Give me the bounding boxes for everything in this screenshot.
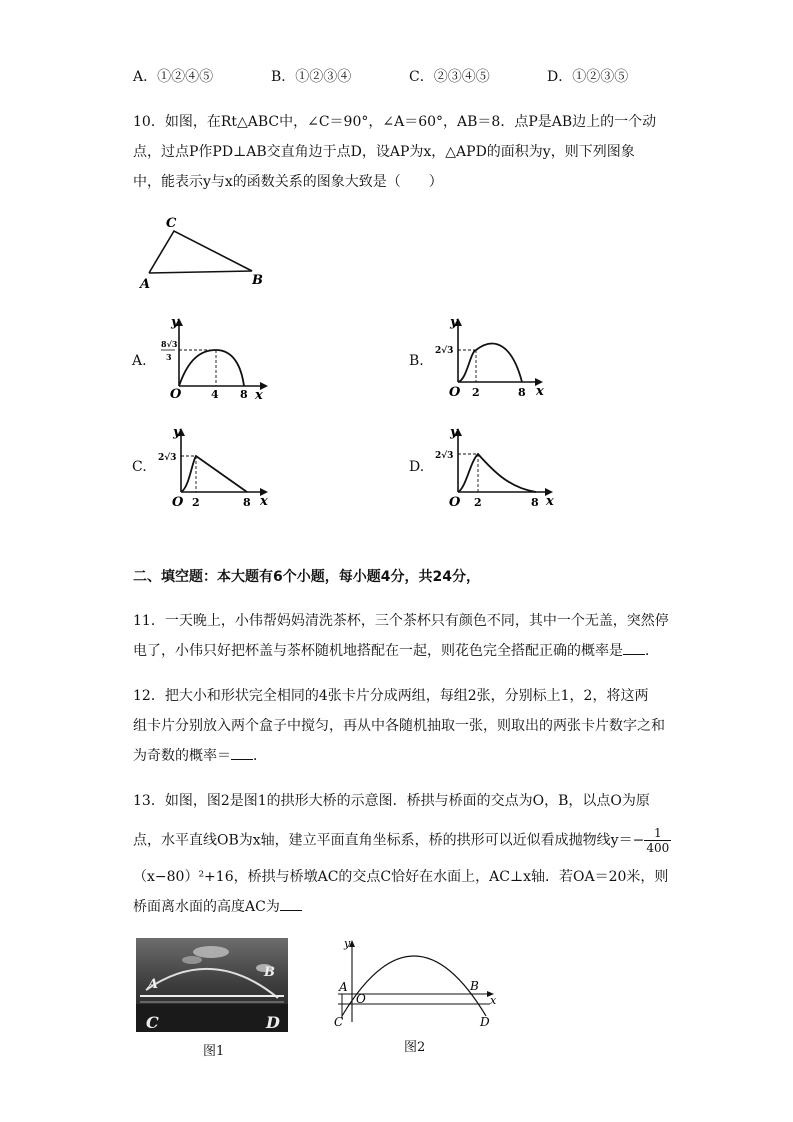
fig1-label-d: D bbox=[266, 1013, 280, 1032]
q12-line-3-text: 为奇数的概率＝ bbox=[133, 748, 231, 764]
graph-b-origin: O bbox=[449, 385, 461, 400]
q13-line-4 bbox=[133, 896, 302, 918]
q13-line-1: 13．如图，图2是图1的拱形大桥的示意图．桥拱与桥面的交点为O，B，以点O为原 bbox=[133, 793, 650, 809]
graph-a-peak-den: 3 bbox=[166, 352, 172, 362]
q12-line-2: 组卡片分别放入两个盒子中搅匀，再从中各随机抽取一张，则取出的两张卡片数字之和 bbox=[133, 718, 665, 734]
q10-graph-c bbox=[155, 422, 275, 510]
graph-b-tick-1: 2 bbox=[472, 386, 480, 399]
q10-graph-d bbox=[432, 422, 562, 510]
q10-option-b-letter: B. bbox=[409, 353, 424, 369]
section-2-heading: 二、填空题：本大题有6个小题，每小题4分，共24分， bbox=[133, 569, 480, 585]
graph-d-origin: O bbox=[449, 495, 461, 510]
q9-option-b: B．①②③④ bbox=[271, 69, 352, 85]
figure-2-caption: 图2 bbox=[404, 1040, 426, 1055]
q13-fraction bbox=[644, 826, 671, 855]
fig1-label-a: A bbox=[148, 977, 159, 992]
graph-a-x-label: x bbox=[255, 388, 263, 403]
fig2-label-y: y bbox=[344, 937, 351, 950]
graph-c-origin: O bbox=[172, 495, 184, 510]
graph-b-peak: 2√3 bbox=[435, 346, 454, 356]
q11-line-2 bbox=[133, 640, 659, 662]
triangle-label-a: A bbox=[140, 277, 151, 292]
q9-option-d: D．①②③⑤ bbox=[547, 69, 629, 85]
q13-frac-den: 400 bbox=[646, 841, 670, 855]
q12-line-3-end: ． bbox=[253, 748, 267, 764]
q12-answer-blank[interactable] bbox=[231, 745, 253, 760]
q10-graph-b bbox=[432, 312, 552, 404]
fig1-label-b: B bbox=[264, 965, 275, 980]
graph-c-tick-1: 2 bbox=[192, 496, 200, 509]
q11-line-2-text: 电了，小伟只好把杯盖与茶杯随机地搭配在一起，则花色完全搭配正确的概率是 bbox=[133, 643, 623, 659]
q11-line-2-end: ． bbox=[645, 643, 659, 659]
graph-a-y-label: y bbox=[171, 315, 179, 330]
q13-frac-num: 1 bbox=[644, 826, 671, 841]
graph-a-tick-2: 8 bbox=[240, 388, 248, 401]
q12-line-1: 12．把大小和形状完全相同的4张卡片分成两组，每组2张，分别标上1，2，将这两 bbox=[133, 688, 649, 704]
graph-c-y-label: y bbox=[173, 425, 181, 440]
q9-option-c: C．②③④⑤ bbox=[409, 69, 490, 85]
figure-1-bridge-photo bbox=[136, 938, 288, 1032]
fig2-label-o: O bbox=[356, 992, 366, 1006]
figure-2-parabola-sketch bbox=[330, 932, 502, 1028]
fig2-label-b: B bbox=[470, 979, 479, 993]
graph-b-tick-2: 8 bbox=[518, 386, 526, 399]
graph-b-y-label: y bbox=[450, 315, 458, 330]
q10-line-2: 点，过点P作PD⊥AB交直角边于点D，设AP为x，△APD的面积为y，则下列图象 bbox=[133, 144, 635, 160]
graph-a-origin: O bbox=[170, 387, 182, 402]
graph-d-peak: 2√3 bbox=[435, 451, 454, 461]
q13-line-4-text: 桥面离水面的高度AC为 bbox=[133, 899, 280, 915]
q13-line-2-text: 点，水平直线OB为x轴，建立平面直角坐标系，桥的拱形可以近似看成抛物线y＝− bbox=[133, 832, 645, 849]
triangle-label-c: C bbox=[166, 216, 177, 231]
graph-a-tick-1: 4 bbox=[211, 388, 219, 401]
q10-option-a-letter: A. bbox=[132, 353, 147, 369]
q11-line-1: 11．一天晚上，小伟帮妈妈清洗茶杯，三个茶杯只有颜色不同，其中一个无盖，突然停 bbox=[133, 613, 669, 629]
q11-answer-blank[interactable] bbox=[623, 640, 645, 655]
fig2-label-d: D bbox=[480, 1015, 490, 1028]
q13-answer-blank[interactable] bbox=[280, 896, 302, 911]
triangle-label-b: B bbox=[252, 273, 263, 288]
graph-c-tick-2: 8 bbox=[243, 496, 251, 509]
q10-graph-a bbox=[158, 312, 273, 404]
q10-line-1: 10．如图，在Rt△ABC中，∠C＝90°，∠A＝60°，AB＝8．点P是AB边上的一个动 bbox=[133, 114, 657, 130]
graph-a-peak-num: 8√3 bbox=[161, 339, 178, 349]
q10-option-d-letter: D. bbox=[409, 459, 425, 475]
q12-line-3 bbox=[133, 745, 267, 767]
graph-b-x-label: x bbox=[536, 384, 544, 399]
fig2-label-x: x bbox=[490, 994, 497, 1007]
triangle-abc-figure bbox=[130, 210, 280, 295]
q13-line-3: （x−80）²+16，桥拱与桥墩AC的交点C恰好在水面上，AC⊥x轴．若OA＝20米，则 bbox=[133, 869, 669, 885]
q10-line-3: 中，能表示y与x的函数关系的图象大致是（ ） bbox=[133, 174, 443, 190]
q13-line-2 bbox=[133, 826, 671, 855]
graph-d-tick-1: 2 bbox=[474, 496, 482, 509]
graph-d-tick-2: 8 bbox=[531, 496, 539, 509]
figure-1-caption: 图1 bbox=[203, 1044, 225, 1059]
graph-d-y-label: y bbox=[450, 425, 458, 440]
graph-c-peak: 2√3 bbox=[158, 453, 177, 463]
fig2-label-c: C bbox=[334, 1015, 344, 1028]
q10-option-c-letter: C. bbox=[132, 459, 147, 475]
fig2-label-a: A bbox=[339, 980, 348, 994]
graph-c-x-label: x bbox=[260, 494, 268, 509]
graph-d-x-label: x bbox=[546, 494, 554, 509]
fig1-label-c: C bbox=[146, 1013, 159, 1032]
q9-option-a: A．①②④⑤ bbox=[133, 69, 214, 85]
